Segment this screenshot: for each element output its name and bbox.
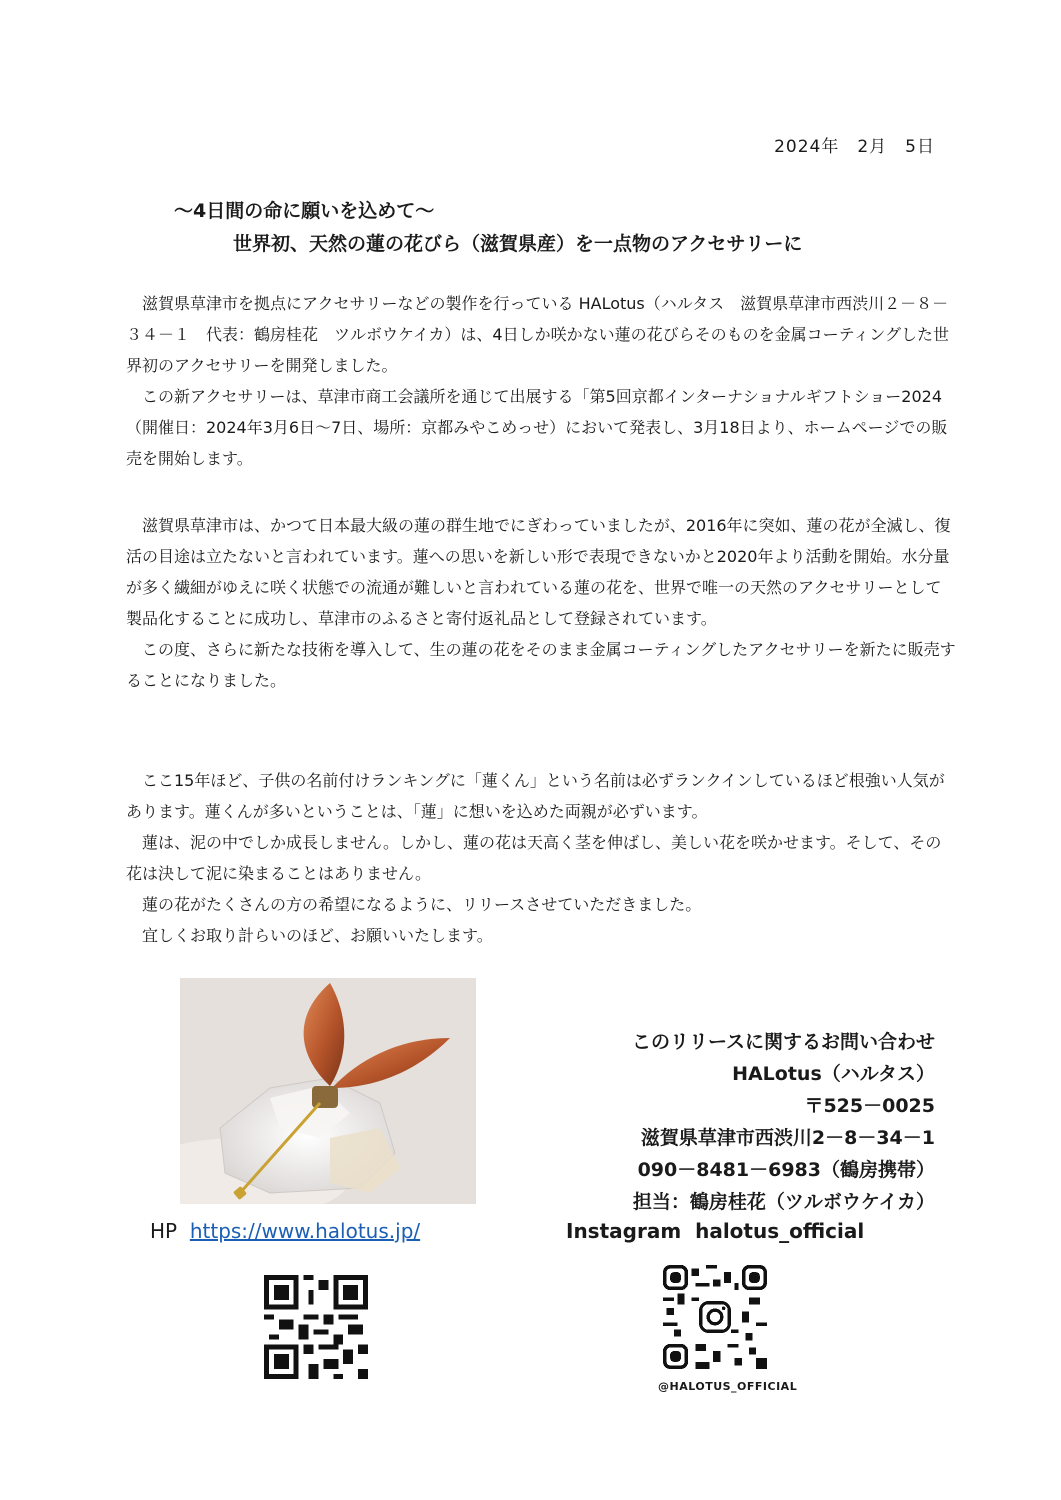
- instagram-row: [566, 1219, 864, 1243]
- instagram-handle: halotus_official: [695, 1219, 865, 1243]
- release-date: 2024年 2月 5日: [774, 137, 935, 157]
- contact-company: HALotus（ハルタス）: [732, 1063, 935, 1085]
- paragraph: 蓮は、泥の中でしか成長しません。しかし、蓮の花は天高く茎を伸ばし、美しい花を咲かせます。そして、その花は決して泥に染まることはありません。: [126, 833, 942, 883]
- instagram-label: Instagram: [566, 1219, 682, 1243]
- contact-heading: このリリースに関するお問い合わせ: [631, 1031, 935, 1053]
- homepage-qr-code[interactable]: [264, 1275, 368, 1379]
- contact-address: 滋賀県草津市西渋川2－8－34－1: [640, 1127, 935, 1149]
- hp-label: HP: [150, 1219, 178, 1243]
- paragraph: 蓮の花がたくさんの方の希望になるように、リリースさせていただきました。: [142, 895, 702, 914]
- contact-phone: 090－8481－6983（鶴房携帯）: [637, 1159, 935, 1181]
- product-photo: [180, 978, 476, 1204]
- paragraph: ここ15年ほど、子供の名前付けランキングに「蓮くん」という名前は必ずランクインしているほど根強い人気があります。蓮くんが多いということは、「蓮」に想いを込めた両親が必ずいます。: [126, 771, 945, 821]
- paragraph: 滋賀県草津市は、かつて日本最大級の蓮の群生地でにぎわっていましたが、2016年に突如、蓮の花が全滅し、復活の目途は立たないと言われています。蓮への思いを新しい形で表現できないかと2020年より活動を開始。水分量が多く繊細がゆえに咲く状態での流通が難しいと言われている蓮の花を、世界で唯一の天然のアクセサリーとして製品化することに成功し、草津市のふるさと寄付返礼品として登録されています。: [126, 516, 951, 628]
- subtitle: ～4日間の命に願いを込めて～: [174, 200, 435, 222]
- homepage-link-row: [150, 1219, 420, 1243]
- paragraph-group-intro: [126, 288, 956, 474]
- contact-postal: 〒525－0025: [804, 1095, 935, 1117]
- instagram-qr-caption: @HALOTUS_OFFICIAL: [658, 1380, 798, 1393]
- paragraph-group-message: [126, 765, 956, 951]
- homepage-link[interactable]: https://www.halotus.jp/: [189, 1219, 421, 1243]
- contact-person: 担当：鶴房桂花（ツルボウケイカ）: [632, 1191, 935, 1213]
- contact-block: [632, 1026, 935, 1218]
- page-title: 世界初、天然の蓮の花びら（滋賀県産）を一点物のアクセサリーに: [233, 233, 803, 255]
- paragraph: この度、さらに新たな技術を導入して、生の蓮の花をそのまま金属コーティングしたアクセサリーを新たに販売することになりました。: [126, 640, 956, 690]
- paragraph: この新アクセサリーは、草津市商工会議所を通じて出展する「第5回京都インターナショナルギフトショー2024（開催日：2024年3月6日～7日、場所：京都みやこめっせ）において発表し、3月18日より、ホームページでの販売を開始します。: [126, 387, 948, 468]
- lotus-pin-illustration: [180, 978, 476, 1204]
- paragraph-group-background: [126, 510, 956, 696]
- paragraph: 滋賀県草津市を拠点にアクセサリーなどの製作を行っている HALotus（ハルタス 滋賀県草津市西渋川２－８－３４－１ 代表：鶴房桂花 ツルボウケイカ）は、4日しか咲かない蓮の花びらそのものを金属コーティングした世界初のアクセサリーを開発しました。: [126, 294, 949, 375]
- instagram-qr-code[interactable]: [663, 1265, 767, 1369]
- paragraph: 宜しくお取り計らいのほど、お願いいたします。: [142, 926, 493, 945]
